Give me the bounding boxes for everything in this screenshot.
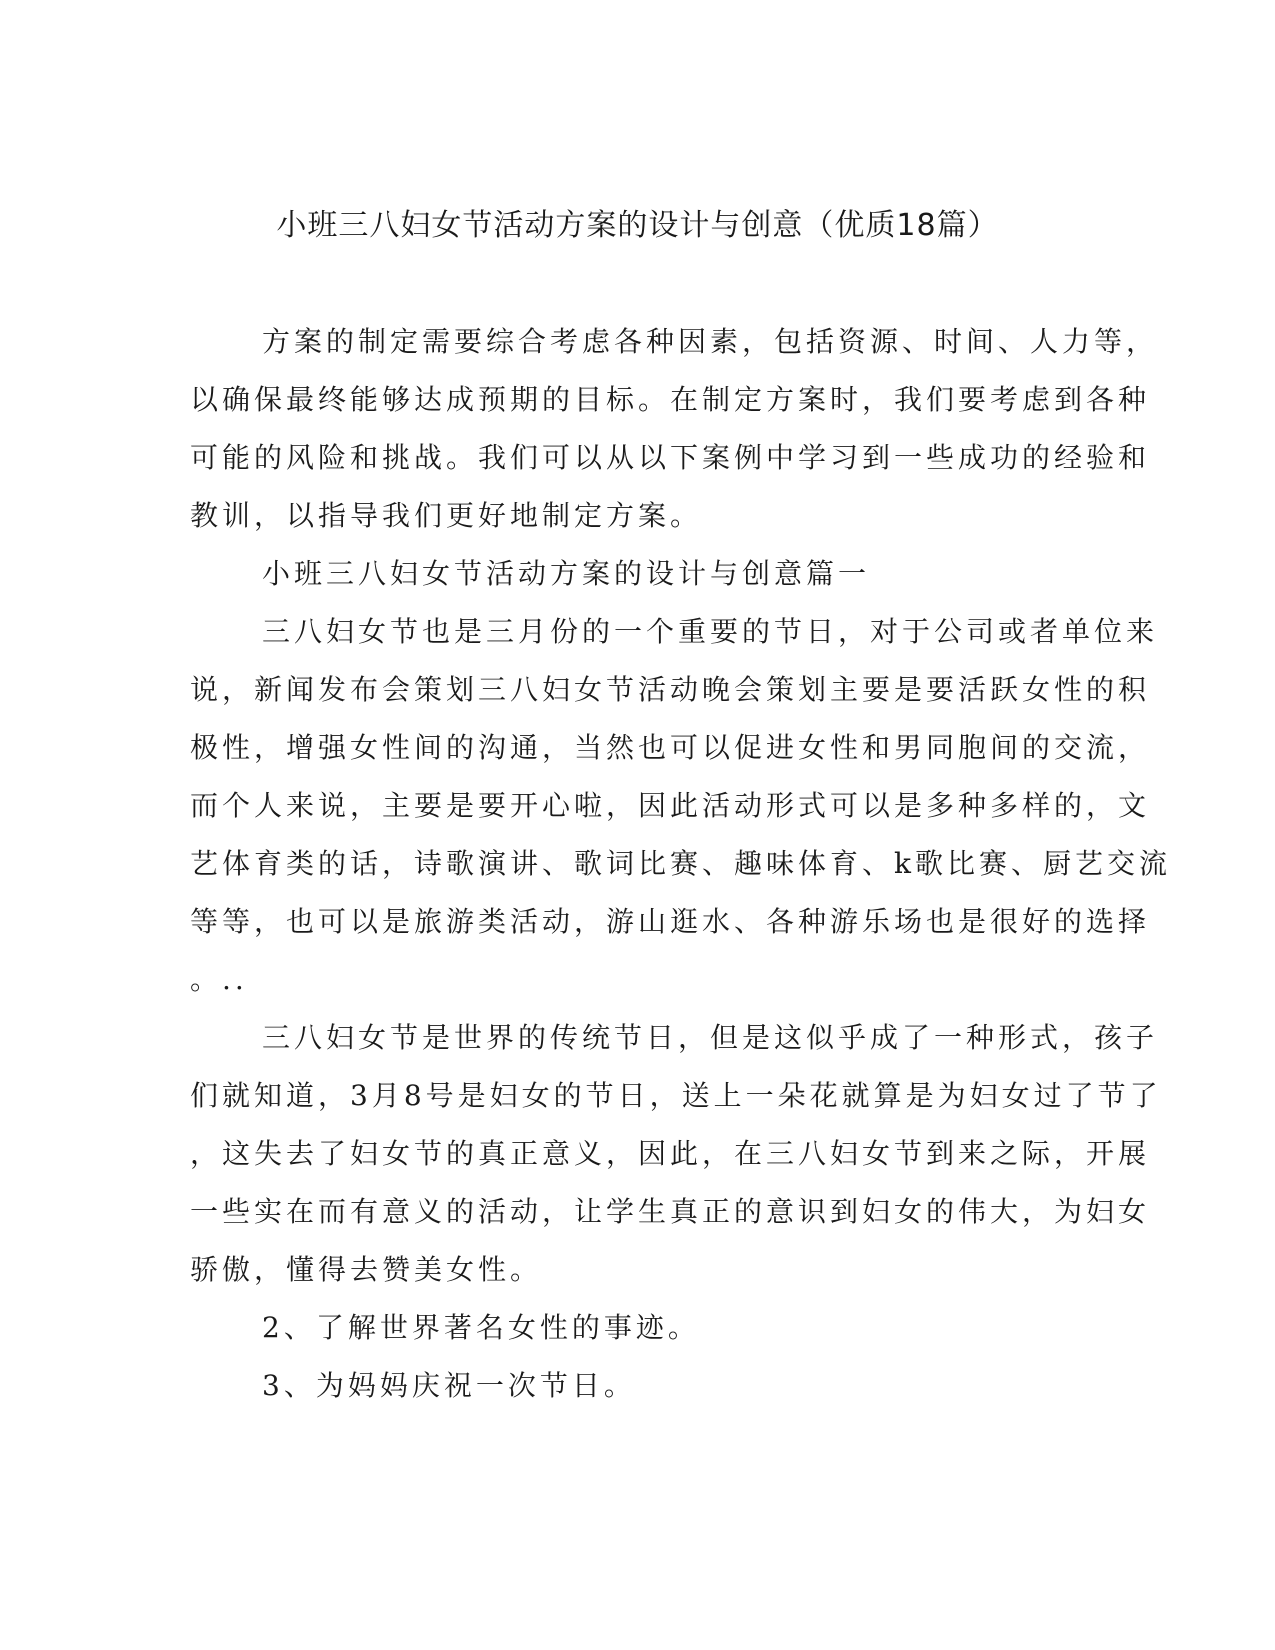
paragraph-line: 可能的风险和挑战。我们可以从以下案例中学习到一些成功的经验和 bbox=[190, 441, 1151, 474]
list-item: 3、为妈妈庆祝一次节日。 bbox=[262, 1369, 636, 1402]
document-title: 小班三八妇女节活动方案的设计与创意（优质18篇） bbox=[276, 208, 999, 243]
paragraph-line: ，这失去了妇女节的真正意义，因此，在三八妇女节到来之际，开展 bbox=[190, 1137, 1151, 1170]
paragraph-line: 说，新闻发布会策划三八妇女节活动晚会策划主要是要活跃女性的积 bbox=[190, 673, 1151, 706]
section-heading: 小班三八妇女节活动方案的设计与创意篇一 bbox=[262, 557, 871, 590]
paragraph-line: 艺体育类的话，诗歌演讲、歌词比赛、趣味体育、k歌比赛、厨艺交流 bbox=[190, 847, 1171, 880]
paragraph-line: 一些实在而有意义的活动，让学生真正的意识到妇女的伟大，为妇女 bbox=[190, 1195, 1151, 1228]
paragraph-line: 而个人来说，主要是要开心啦，因此活动形式可以是多种多样的，文 bbox=[190, 789, 1151, 822]
paragraph-line: 方案的制定需要综合考虑各种因素，包括资源、时间、人力等， bbox=[262, 325, 1159, 358]
paragraph-line: 。.. bbox=[190, 963, 248, 996]
paragraph-line: 等等，也可以是旅游类活动，游山逛水、各种游乐场也是很好的选择 bbox=[190, 905, 1151, 938]
list-item: 2、了解世界著名女性的事迹。 bbox=[262, 1311, 700, 1344]
paragraph-line: 教训，以指导我们更好地制定方案。 bbox=[190, 499, 703, 532]
paragraph-line: 极性，增强女性间的沟通，当然也可以促进女性和男同胞间的交流， bbox=[190, 731, 1151, 764]
paragraph-line: 三八妇女节也是三月份的一个重要的节日，对于公司或者单位来 bbox=[262, 615, 1159, 648]
paragraph-line: 以确保最终能够达成预期的目标。在制定方案时，我们要考虑到各种 bbox=[190, 383, 1151, 416]
paragraph-line: 三八妇女节是世界的传统节日，但是这似乎成了一种形式，孩子 bbox=[262, 1021, 1159, 1054]
paragraph-line: 骄傲，懂得去赞美女性。 bbox=[190, 1253, 543, 1286]
paragraph-line: 们就知道，3月8号是妇女的节日，送上一朵花就算是为妇女过了节了 bbox=[190, 1079, 1162, 1112]
